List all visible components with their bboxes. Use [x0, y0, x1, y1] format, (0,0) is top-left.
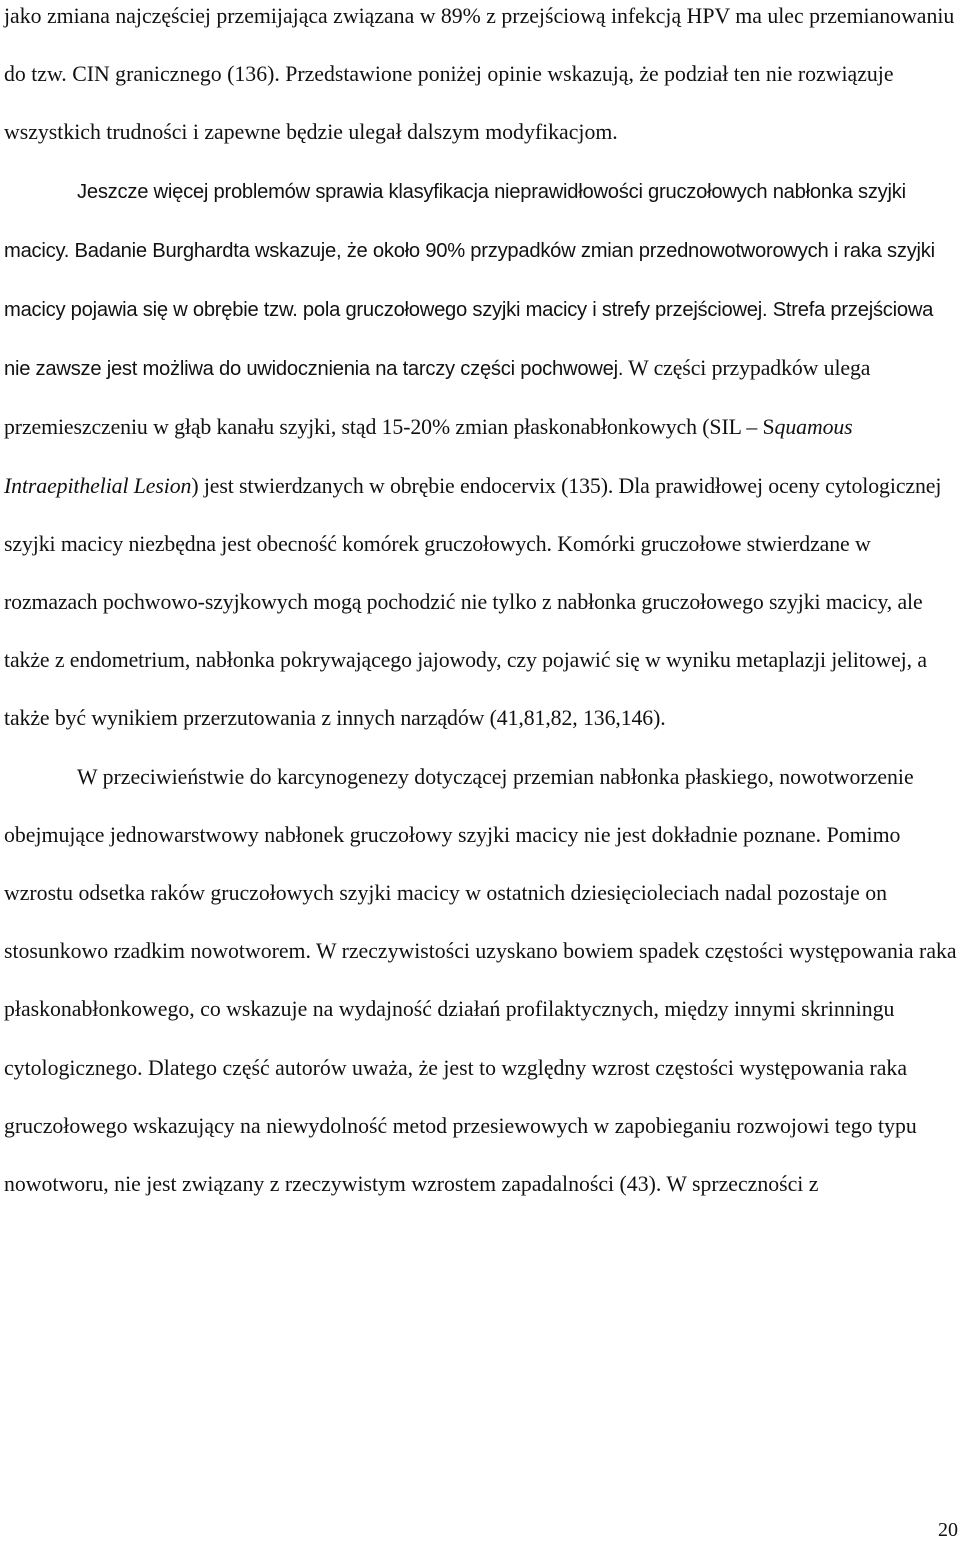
paragraph-2: [4, 162, 958, 748]
paragraph-3-text: W przeciwieństwie do karcynogenezy dotyczącej przemian nabłonka płaskiego, nowotworzenie obejmujące jednowarstwowy nabłonek gruczołowy szyjki macicy nie jest dokładnie poznane. Pomimo wzrostu odsetka raków gruczołowych szyjki macicy w ostatnich dziesięcioleciach nadal pozostaje on stosunkowo rzadkim nowotworem. W rzeczywistości uzyskano bowiem spadek częstości występowania raka płaskonabłonkowego, co wskazuje na wydajność działań profilaktycznych, między innymi skrinningu cytologicznego. Dlatego część autorów uważa, że jest to względny wzrost częstości występowania raka gruczołowego wskazujący na niewydolność metod przesiewowych w zapobieganiu rozwojowi tego typu nowotworu, nie jest związany z rzeczywistym wzrostem zapadalności (43). W sprzeczności z: [4, 764, 957, 1197]
document-page: [4, 0, 958, 1213]
paragraph-2-text-part-2: W części przypadków ulega przemieszczeniu w głąb kanału szyjki, stąd 15-20% zmian płaskonabłonkowych (SIL – S: [4, 356, 871, 440]
page-number: 20: [938, 1519, 958, 1541]
paragraph-1: [4, 0, 958, 162]
paragraph-2-italic-term: quamous Intraepithelial Lesion: [4, 415, 853, 498]
paragraph-2-text-part-3: ) jest stwierdzanych w obrębie endocervix (135). Dla prawidłowej oceny cytologicznej szyjki macicy niezbędna jest obecność komórek gruczołowych. Komórki gruczołowe stwierdzane w rozmazach pochwowo-szyjkowych mogą pochodzić nie tylko z nabłonka gruczołowego szyjki macicy, ale także z endometrium, nabłonka pokrywającego jajowody, czy pojawić się w wyniku metaplazji jelitowej, a także być wynikiem przerzutowania z innych narządów (41,81,82, 136,146).: [4, 473, 942, 731]
paragraph-2-text-part-1: Jeszcze więcej problemów sprawia klasyfikacja nieprawidłowości gruczołowych nabłonka szyjki macicy. Badanie Burghardta wskazuje, że około 90% przypadków zmian przednowotworowych i raka szyjki macicy pojawia się w obrębie tzw. pola gruczołowego szyjki macicy i strefy przejściowej. Strefa przejściowa nie zawsze jest możliwa do uwidocznienia na tarczy części pochwowej.: [4, 180, 935, 381]
paragraph-3: [4, 748, 958, 1214]
paragraph-1-text: jako zmiana najczęściej przemijająca związana w 89% z przejściową infekcją HPV ma ulec przemianowaniu do tzw. CIN granicznego (136). Przedstawione poniżej opinie wskazują, że podział ten nie rozwiązuje wszystkich trudności i zapewne będzie ulegał dalszym modyfikacjom.: [4, 4, 955, 145]
